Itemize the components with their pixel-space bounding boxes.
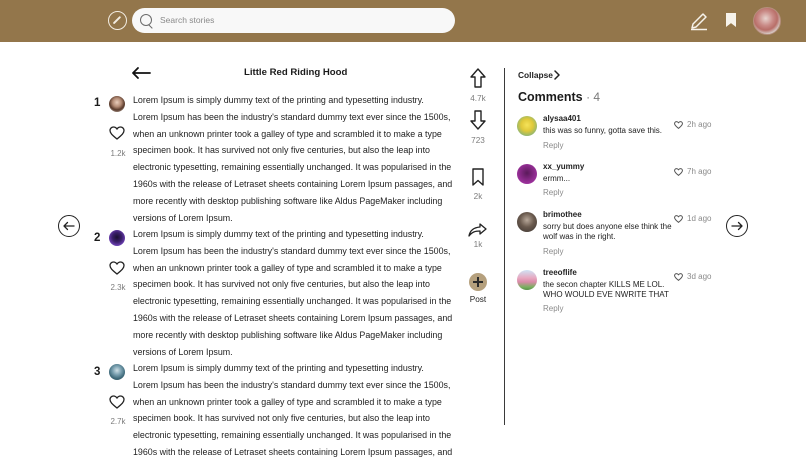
arrow-left-icon (63, 221, 75, 231)
bookmark-icon[interactable] (466, 167, 490, 187)
text-line: specimen book. It has survived not only five centuries, but also the leap into (133, 413, 430, 424)
text-line: specimen book. It has survived not only five centuries, but also the leap into (133, 279, 430, 290)
comments-heading (518, 90, 600, 104)
comment-text: this was so funny, gotta save this. (543, 126, 663, 135)
paragraph-text (133, 360, 458, 461)
author-avatar[interactable] (109, 230, 125, 246)
bookmark-icon[interactable] (726, 13, 736, 27)
heart-icon[interactable] (109, 395, 125, 409)
pencil-icon[interactable] (689, 11, 709, 31)
search-icon (140, 14, 152, 26)
paragraph-text (133, 92, 458, 226)
back-arrow-icon[interactable] (131, 66, 151, 80)
text-line: Lorem Ipsum has been the industry's standard dummy text ever since the 1500s, (133, 379, 451, 390)
heart-icon[interactable] (109, 126, 125, 140)
text-line: more recently with desktop publishing software like Aldus PageMaker including (133, 329, 443, 340)
top-bar (0, 0, 806, 42)
comments-title: Comments (518, 90, 583, 104)
text-line: 1960s with the release of Letraset sheets containing Lorem Ipsum passages, and (133, 446, 453, 457)
text-line: more recently with desktop publishing software like Aldus PageMaker including (133, 195, 443, 206)
comment-time: 3d ago (687, 272, 712, 281)
text-line: 1960s with the release of Letraset sheets containing Lorem Ipsum passages, and (133, 312, 453, 323)
compass-icon[interactable] (108, 11, 127, 30)
search-input[interactable]: Search stories (160, 15, 215, 25)
text-line: when an unknown printer took a galley of type and scrambled it to make a type (133, 262, 442, 273)
text-line: Lorem Ipsum has been the industry's standard dummy text ever since the 1500s, (133, 111, 451, 122)
text-line: Lorem Ipsum is simply dummy text of the printing and typesetting industry. (133, 229, 424, 239)
comment-text: ermm... (543, 174, 571, 183)
comment-time: 7h ago (687, 167, 712, 176)
heart-icon[interactable] (674, 121, 683, 129)
like-count: 2.7k (110, 417, 126, 426)
text-line: electronic typesetting, remaining essentially unchanged. It was popularised in the (133, 430, 452, 441)
upvote-icon[interactable] (466, 68, 490, 88)
paragraph-text (133, 226, 458, 360)
comment-text: sorry but does anyone else think the wolf was in the right. (543, 222, 672, 241)
user-avatar[interactable] (753, 7, 781, 35)
collapse-button[interactable]: Collapse (518, 70, 553, 80)
share-icon[interactable] (466, 220, 490, 240)
arrow-right-icon (731, 221, 743, 231)
author-avatar[interactable] (109, 96, 125, 112)
text-line: when an unknown printer took a galley of type and scrambled it to make a type (133, 396, 442, 407)
text-line: specimen book. It has survived not only five centuries, but also the leap into (133, 145, 430, 156)
paragraph-number: 2 (94, 232, 101, 244)
text-line: electronic typesetting, remaining essentially unchanged. It was popularised in the (133, 162, 452, 173)
commenter-avatar[interactable] (517, 270, 537, 290)
text-line: Lorem Ipsum is simply dummy text of the printing and typesetting industry. (133, 363, 424, 373)
like-count: 1.2k (110, 149, 126, 158)
text-line: when an unknown printer took a galley of type and scrambled it to make a type (133, 128, 442, 139)
bookmark-count: 2k (473, 192, 483, 201)
text-line: versions of Lorem Ipsum. (133, 212, 233, 223)
paragraph-number: 1 (94, 97, 101, 109)
heart-icon[interactable] (674, 215, 683, 223)
commenter-avatar[interactable] (517, 164, 537, 184)
author-avatar[interactable] (109, 364, 125, 380)
text-line: 1960s with the release of Letraset sheets containing Lorem Ipsum passages, and (133, 178, 453, 189)
commenter-avatar[interactable] (517, 116, 537, 136)
text-line: Lorem Ipsum is simply dummy text of the printing and typesetting industry. (133, 95, 424, 105)
comment-username[interactable]: brimothee (543, 210, 582, 219)
story-title: Little Red Riding Hood (244, 67, 348, 78)
previous-chapter-button[interactable] (58, 215, 80, 237)
share-count: 1k (473, 240, 483, 249)
divider (504, 68, 505, 425)
upvote-count: 4.7k (470, 94, 486, 103)
next-chapter-button[interactable] (726, 215, 748, 237)
reply-button[interactable]: Reply (543, 141, 564, 150)
heart-icon[interactable] (674, 273, 683, 281)
heart-icon[interactable] (674, 168, 683, 176)
heart-icon[interactable] (109, 261, 125, 275)
like-count: 2.3k (110, 283, 126, 292)
commenter-avatar[interactable] (517, 212, 537, 232)
search-bar[interactable] (132, 8, 455, 33)
comment-time: 1d ago (687, 214, 712, 223)
comments-count: · 4 (586, 90, 601, 104)
post-label[interactable]: Post (469, 295, 487, 304)
chevron-right-icon[interactable] (553, 70, 561, 80)
comment-time: 2h ago (687, 120, 712, 129)
paragraph-number: 3 (94, 366, 101, 378)
reply-button[interactable]: Reply (543, 247, 564, 256)
comment-username[interactable]: alysaa401 (543, 114, 581, 123)
comment-username[interactable]: treeoflife (543, 268, 577, 277)
comment-username[interactable]: xx_yummy (543, 162, 585, 171)
add-post-button[interactable] (469, 273, 487, 291)
reply-button[interactable]: Reply (543, 304, 564, 313)
text-line: electronic typesetting, remaining essentially unchanged. It was popularised in the (133, 296, 452, 307)
text-line: versions of Lorem Ipsum. (133, 346, 233, 357)
comment-text: the secon chapter KILLS ME LOL. WHO WOULD EVE NWRITE THAT (543, 280, 669, 299)
reply-button[interactable]: Reply (543, 188, 564, 197)
text-line: Lorem Ipsum has been the industry's standard dummy text ever since the 1500s, (133, 245, 451, 256)
downvote-icon[interactable] (466, 110, 490, 130)
downvote-count: 723 (471, 136, 485, 145)
